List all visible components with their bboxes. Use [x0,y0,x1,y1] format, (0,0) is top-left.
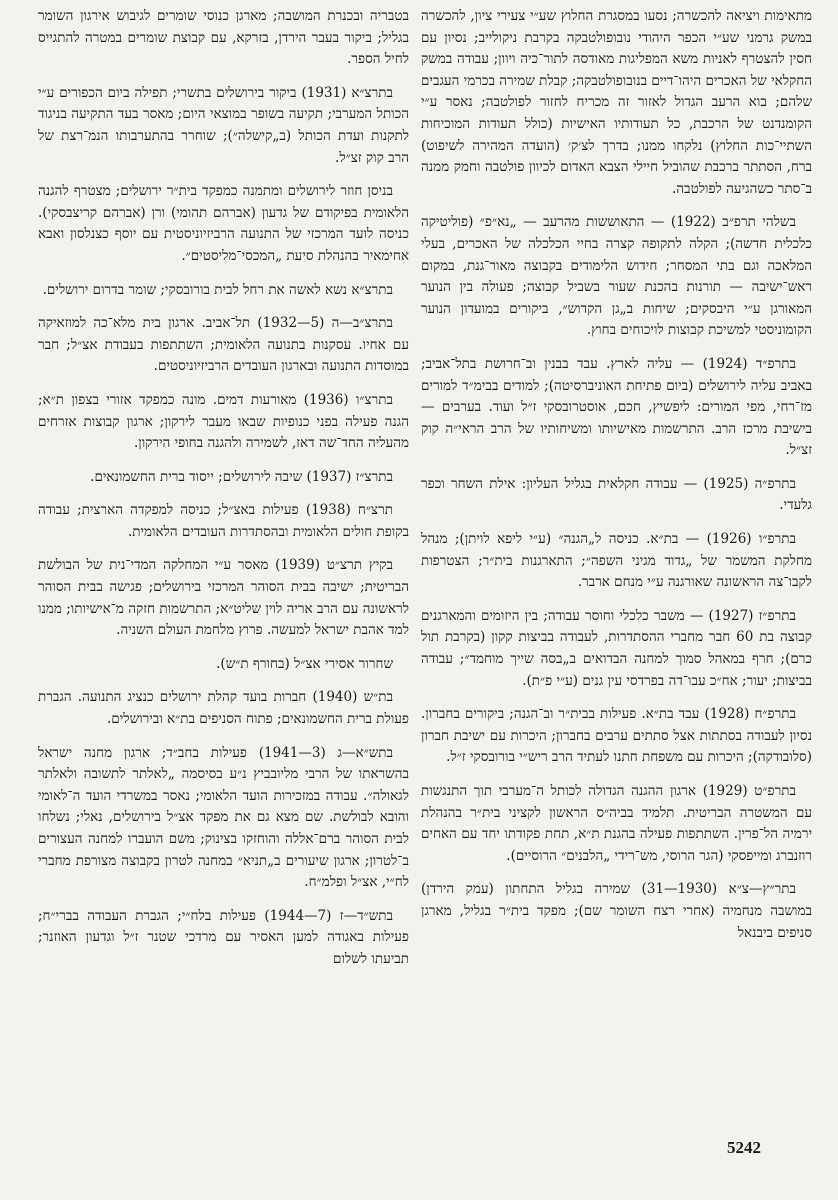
paragraph: בת״ש (1940) חברות בועד קהלת ירושלים כנציג התנועה. הגברת פעולת ברית החשמונאים; פתוח הסניפים בת״א ובירושלים. [38,689,409,728]
paragraph: בתש״ד—ז (7—1944) פעילות בלח״י; הגברת העבודה בברי״ח; פעילות באגודה למען האסיר עם מרדכי שטנר ז״ל וגדעון האוזנר; תביעתו לשלום [38,907,409,967]
left-column [38,6,409,983]
paragraph: בתר״ץ—צ״א (1930—31) שמירה בגליל התחתון (עמק הירדן) במושבה מנחמיה (אחרי רצח השומר שם); מפקד בית״ר בגליל, מארגן סניפים ביבנאל [421,881,812,941]
paragraph: בתרצ״ב—ה (5—1932) תל־אביב. ארגון בית מלא־כה למוזאיקה עם אחיו. עסקנות בתנועה הלאומית; השתתפות בעבודת אצ״ל; חבר במוסדות התנועה ובארגון העובדים הרביזיוניסטים. [38,315,409,375]
paragraph: בתרצ״ז (1937) שיבה לירושלים; ייסוד ברית החשמונאים. [90,468,393,485]
right-column [421,6,812,956]
paragraph: בשלהי תרפ״ב (1922) — התאוששות מהרעב — „נא״פ״ (פוליטיקה כלכלית חדשה); הקלה לתקופה קצרה בחיי הכלכלה של האכרים, בעלי המלאכה וגם בתי המסחר; חידוש הלימודים בקבוצה מאור־גנת, במקום ראש־ישיבה — תורנות בהכנת שעור בשביל קבוצה; פעולה בין הנוער המאורגן ע״י היבסקים; שיחות ב„גן הקדוש״, ביקורים במועדון הנוער הקומוניסטי למשיכת קבוצות לויכוחים בחוץ. [421,214,812,339]
paragraph: בתרצ״א (1931) ביקור בירושלים בתשרי; תפילה ביום הכפורים ע״י הכותל המערבי; תקיעה בשופר במוצאי היום; מאסר בעד התקיעה בניגוד לתקנות ועדת הכותל (ב„קישלה״); שוחרר בהתערבותו הנמ־רצת של הרב קוק זצ״ל. [38,84,409,166]
paragraph: בתרפ״ה (1925) — עבודה חקלאית בגליל העליון: אילת השחר וכפר גלעדי. [421,475,812,514]
paragraph: בקיץ תרצ״ט (1939) מאסר ע״י המחלקה המדי־נית של הבולשת הבריטית; ישיבה בבית הסוהר המרכזי בירושלים; פגישה בבית הסוהר לראשונה עם הרב אריה לוין שליט״א; התרשמות חזקה מ־אישיותו; ממנו למד אהבת ישראל למעשה. פרוץ מלחמת העולם השניה. [38,557,409,639]
paragraph: בתרפ״ד (1924) — עליה לארץ. עבד בבנין וב־חרושת בתל־אביב; באביב עליה לירושלים (ביום פתיחת האוניברסיטה); למודים בבימ״ד למורים מז־רחי, מפי המורים: ליפשיץ, חכם, אוסטרובסקי ז״ל ועוד. בערבים — בישיבת מרכז הרב. התרשמות מאישיותו ומשיחותיו של הרב הראי״ה קוק זצ״ל. [421,355,812,459]
page-number: 5242 [727,1138,761,1157]
paragraph: בטבריה ובכנרת המושבה; מארגן כנוסי שומרים לגיבוש אירגון השומר בגליל; ביקור בעבר הירדן, בזרקא, עם קבוצת שומרים במטרה להתגייס לחיל הספר. [38,8,409,68]
paragraph: בתרפ״ז (1927) — משבר כלכלי וחוסר עבודה; בין היזומים והמארגנים קבוצה בת 60 חבר מחברי ההסתדרות, לעבודה בביצות קקון (בקרבת תול כרם); חרף במאהל סמוך למחנה הבדואים ב„בסה שייך מוחמד״; עבודה בביצות; יעור; אח״כ עבו־דה בפרדסי עין גנים (ע״י פ״ת). [421,607,812,689]
paragraph: בתרפ״ט (1929) ארגון ההגנה הגדולה לכותל ה־מערבי תוך התנגשות עם המשטרה הבריטית. תלמיד בביה״ס הראשון לקציני בית״ר בהנהלת ירמיה הל־פרין. השתתפות פעילה בהגנת ת״א, תחת פקודתו יחד עם האחים רוזנברג ומייפסקי (הגר הרוסי, מש־רידי „הלבנים״ הרוסיים). [421,783,812,864]
paragraph: בתרצ״א נשא לאשה את רחל לבית בורובסקי; שומר בדרום ירושלים. [42,281,393,298]
paragraph: תרצ״ח (1938) פעילות באצ״ל; כניסה למפקדה הארצית; עבודה בקופת חולים הלאומית ובהסתדרות העובדים הלאומית. [38,502,409,540]
paragraph: בתרפ״ו (1926) — בת״א. כניסה ל„הגנה״ (ע״י ליפא לויתן); מנהל מחלקת המשמר של „גדוד מגיני השפה״; התארגנות בית״ר; הצטרפות לקבו־צה הראשונה שאורגנה ע״י מנחם ארבר. [421,531,812,591]
paragraph: מתאימות ויציאה להכשרה; נסעו במסגרת החלוץ שע״י צעירי ציון, להכשרה במשק גרמני שע״י הכפר היהודי נובופולטבקה בקרבת ניקולייב; נסיון עם חסין להצטרף לאניות משא המפליגות מאודסה לתור־כיה ויוון; עבודה במשק החקלאי של האכרים היהו־דיים בנובופולטבקה; קבלת שמירה בכרמי העגבים שלהם; בוא הרעב הגדול לאזור זה מכריח לחזור לפולטבה; נאסר ע״י הקומנדנט של הרכבת, כל תעודותיו האישיות (כולל תעודות המוכיחות השתיי־כות החלוץ) נלקחו ממנו; בדרך לצ׳ק׳ (הועדה המהירה לשיפוט) ברח, הסתתר ברכבת שהוביל חיילי הצבא האדום לכיוון פולטבה וחמק ממנה ב־סתר כשהגיעה לפולטבה. [421,8,812,197]
paragraph: בתש״א—ג (3—1941) פעילות בחב״ד; ארגון מחנה ישראל בהשראתו של הרבי מליובביץ נ״ע בסיסמה „לאלתר לתשובה ולאלתר לגאולה״. עבודה במזכירות הועד הלאומי; נאסר במשרדי הועד ה־לאומי והובא לבולשת. שם מצא גם את מפקד אצ״ל בירושלים, נאלי; נשלחו לבית הסוהר ברם־אללה והוחזקו בצינוק; משם הועברו למחנה העצורים ב־לטרון; ארגון שיעורים ב„תניא״ במחנה לטרון בקבוצה מצורפת מחברי לח״י, אצ״ל ופלמ״ח. [38,744,409,891]
paragraph: בתרצ״ו (1936) מאורעות דמים. מונה כמפקד אזורי בצפון ת״א; הגנה פעילה בפני כנופיות שבאו מעבר לירקון; ארגון קבוצות אזרחים מהעליה החד־שה דאז, לשמירה ולהגנה בחופי הירקון. [38,391,409,452]
paragraph: בניסן חוזר לירושלים ומתמנה כמפקד בית״ר ירושלים; מצטרף להגנה הלאומית בפיקודם של גדעון (אברהם תהומי) ורן (אברהם קריצבסקי). כניסה לועד המרכזי של התנועה הרביזיוניסטית עם יוסף כצנלסון ואבא אחימאיר בהנהלת סיעת „המכסי־מליסטים״. [38,183,409,264]
paragraph: בתרפ״ח (1928) עבד בת״א. פעילות בבית״ר וב־הגנה; ביקורים בחברון. נסיון לעבודה בסתתות אצל סתתים ערבים בחברון; היכרות עם ישיבת חברון (סלובודקה); היכרות עם משפחת חתנו לעתיד הרב ריש״י בורובסקי ז״ל. [421,706,812,766]
paragraph: שחרור אסירי אצ״ל (בחורף ת״ש). [216,655,393,672]
